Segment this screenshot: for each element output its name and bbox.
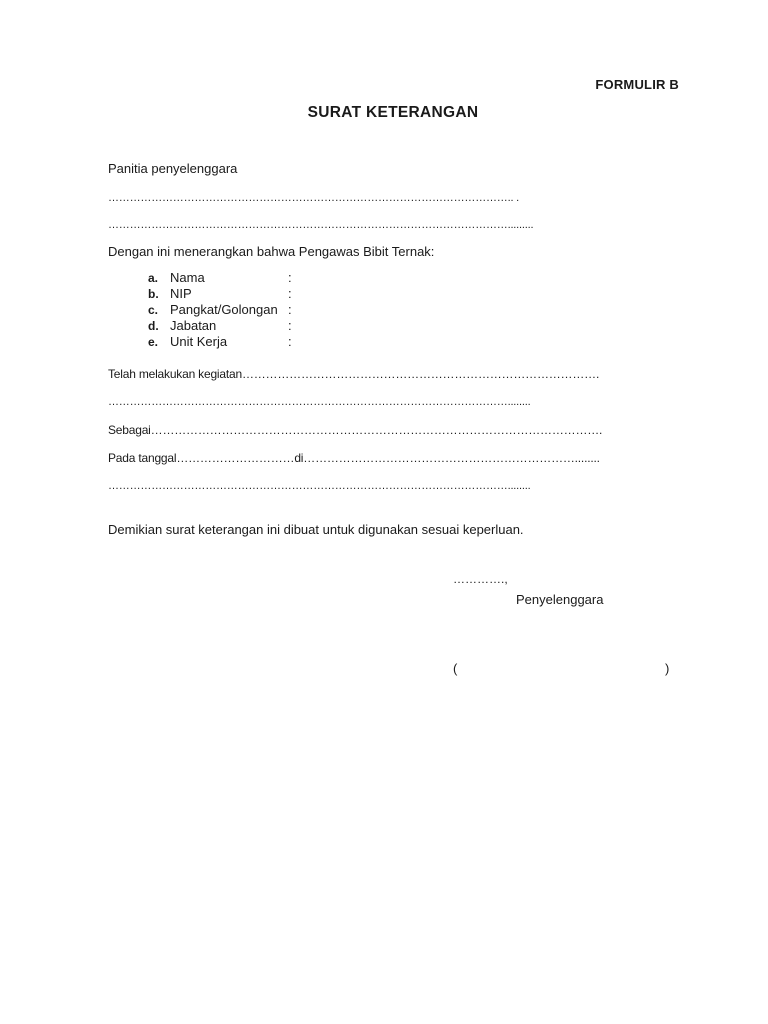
list-item xyxy=(148,334,292,350)
item-marker: e. xyxy=(148,335,159,349)
item-colon: : xyxy=(288,318,292,333)
list-item xyxy=(148,286,292,302)
item-label: Jabatan xyxy=(170,318,217,333)
closing-statement: Demikian surat keterangan ini dibuat untuk digunakan sesuai keperluan. xyxy=(108,522,524,537)
list-item xyxy=(148,318,292,334)
item-label: NIP xyxy=(170,286,192,301)
form-label: FORMULIR B xyxy=(595,77,679,92)
list-item xyxy=(148,270,292,286)
kegiatan-dot-line: …………………………………………………………………………………………………........ xyxy=(108,396,531,408)
panitia-dot-line-2: …………………………………………………………………………………………………......... xyxy=(108,219,534,231)
item-colon: : xyxy=(288,334,292,349)
list-item xyxy=(148,302,292,318)
item-marker: d. xyxy=(148,319,159,333)
tanggal-dot-line: …………………………………………………………………………………………………........ xyxy=(108,480,531,492)
item-marker: c. xyxy=(148,303,159,317)
item-marker: a. xyxy=(148,271,159,285)
signature-paren-open: ( xyxy=(453,661,458,676)
intro-statement: Dengan ini menerangkan bahwa Pengawas Bibit Ternak: xyxy=(108,244,435,259)
item-label: Unit Kerja xyxy=(170,334,228,349)
kegiatan-line: Telah melakukan kegiatan………………………………………………………………………………. xyxy=(108,367,600,381)
item-label: Nama xyxy=(170,270,205,285)
item-colon: : xyxy=(288,302,292,317)
item-marker: b. xyxy=(148,287,159,301)
panitia-dot-line-1: ………………………………………………………………………………………………….. . xyxy=(108,192,520,204)
item-colon: : xyxy=(288,270,292,285)
item-colon: : xyxy=(288,286,292,301)
signature-date-place: …………., xyxy=(453,572,508,586)
panitia-label: Panitia penyelenggara xyxy=(108,161,238,176)
sebagai-line: Sebagai……………………………………………………………………………………………………. xyxy=(108,423,603,437)
identity-list xyxy=(148,270,292,350)
signature-paren-close: ) xyxy=(665,661,670,676)
signature-organizer: Penyelenggara xyxy=(516,592,604,607)
item-label: Pangkat/Golongan xyxy=(170,302,278,317)
tanggal-line: Pada tanggal…………………………di……………………………………………………………........ xyxy=(108,451,600,465)
document-title: SURAT KETERANGAN xyxy=(307,104,479,121)
